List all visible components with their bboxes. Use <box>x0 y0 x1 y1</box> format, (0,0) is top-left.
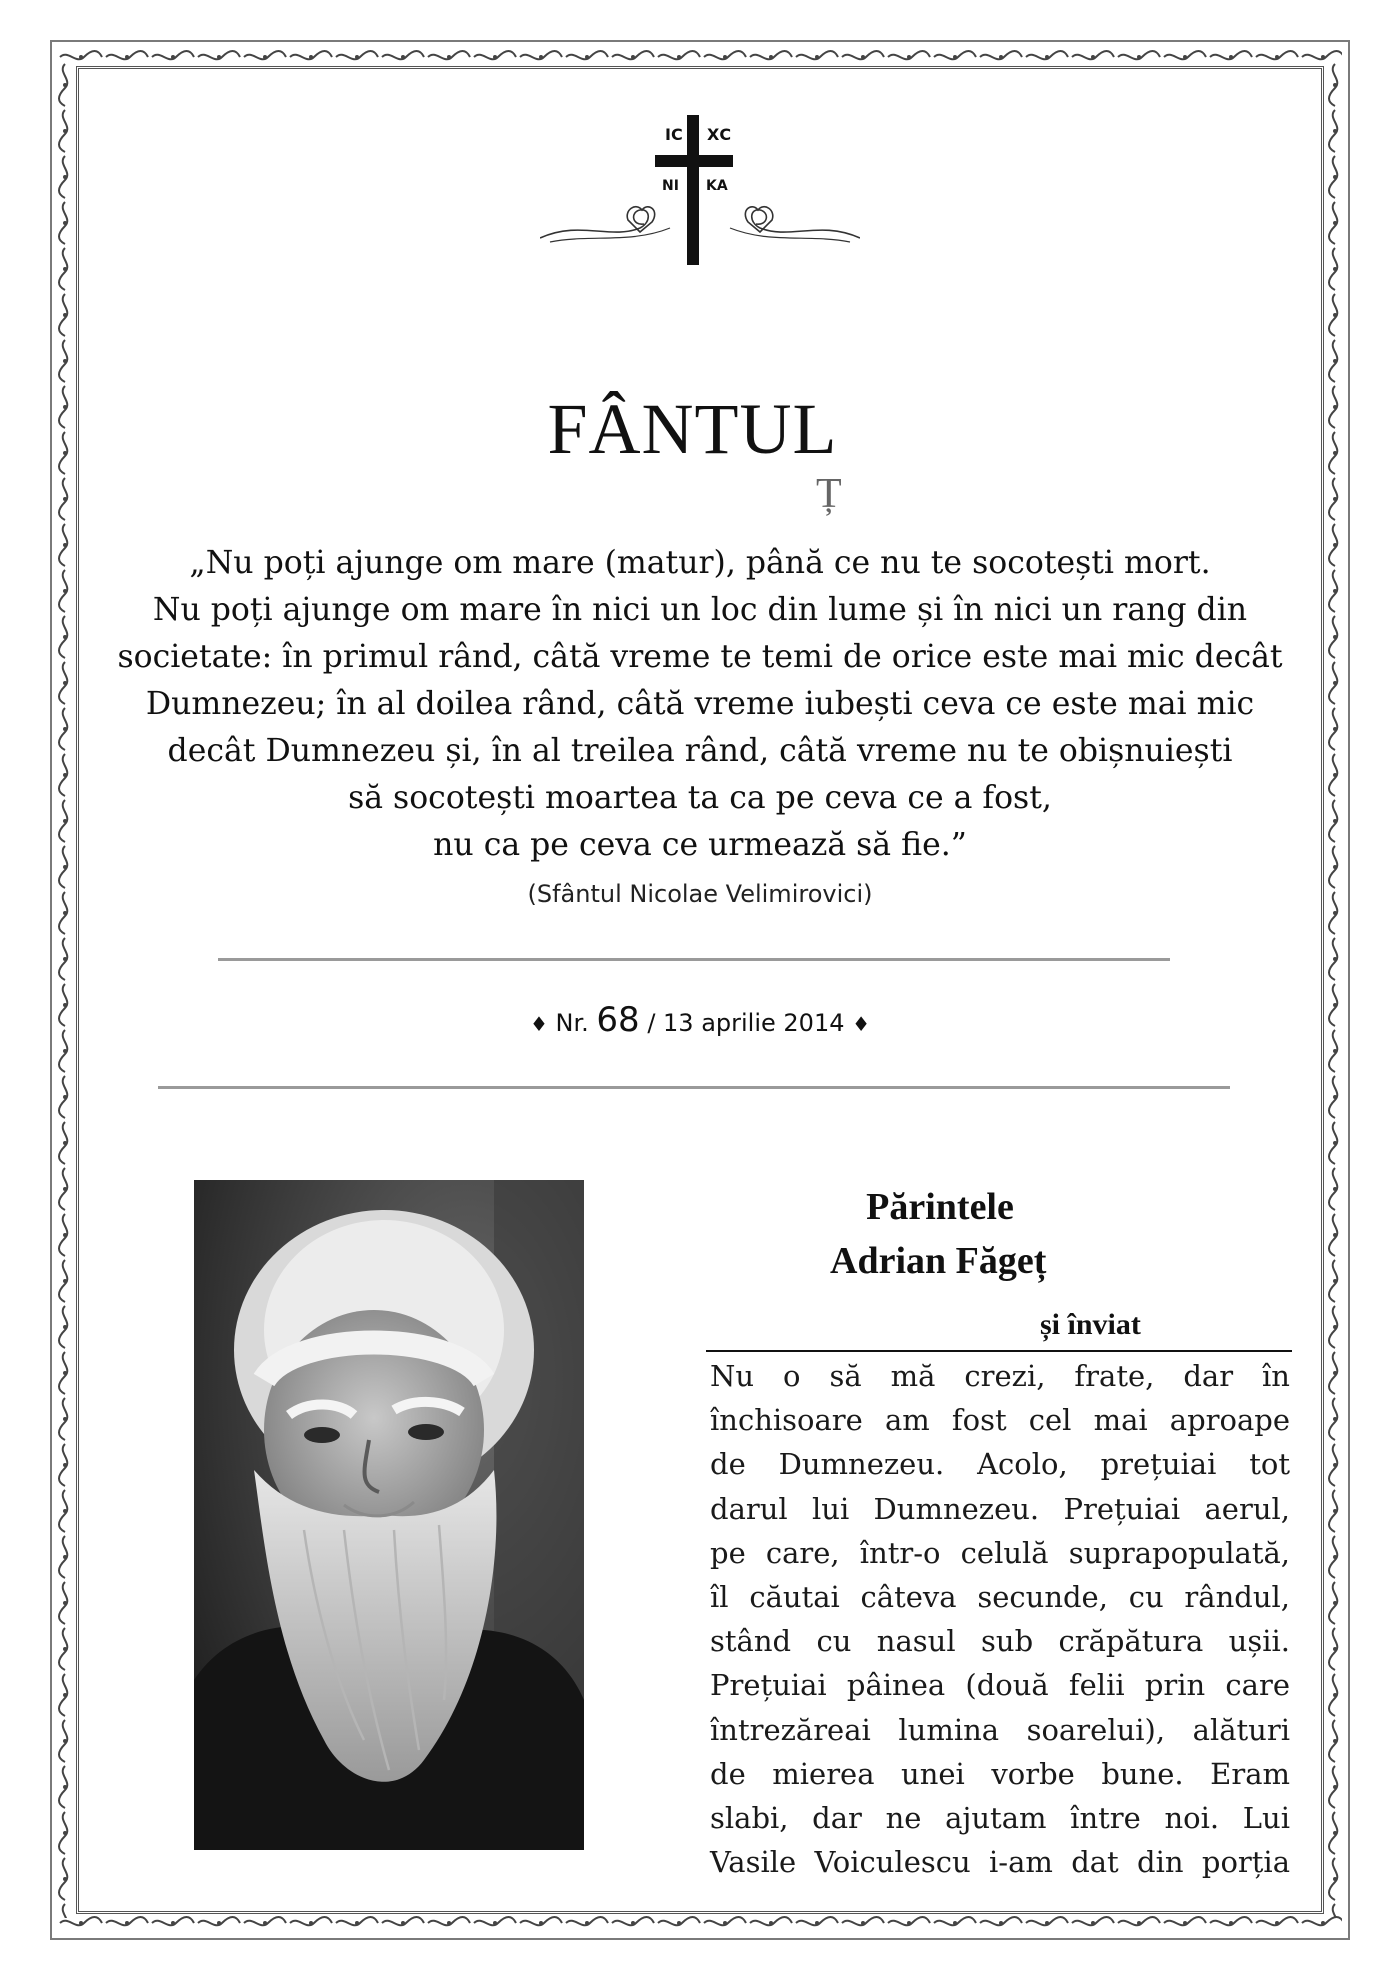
ornament-band-bottom <box>58 1914 1342 1932</box>
quote-line: decât Dumnezeu și, în al treilea rând, câtă vreme nu te obișnuiești <box>167 733 1233 769</box>
quote-line: Nu poți ajunge om mare în nici un loc din lume și în nici un rang din <box>152 592 1248 628</box>
body-line: de Dumnezeu. Acolo, prețuiai tot <box>710 1447 1290 1482</box>
body-line: stând cu nasul sub crăpătura ușii. <box>710 1624 1290 1659</box>
divider-top <box>218 958 1170 961</box>
page-title-text: FÂNTUL <box>547 389 838 469</box>
body-line: Nu o să mă crezi, frate, dar în <box>710 1359 1290 1393</box>
divider-bottom <box>158 1086 1230 1089</box>
diamond-left: ♦ <box>529 1012 548 1036</box>
epigraph-quote <box>110 540 1290 869</box>
ornament-band-left <box>56 62 74 1918</box>
quote-line: nu ca pe ceva ce urmează să fie.” <box>433 827 967 863</box>
page-title <box>0 388 1400 471</box>
quote-line: Dumnezeu; în al doilea rând, câtă vreme iubești ceva ce este mai mic <box>145 686 1255 722</box>
emblem-ic: IC <box>665 125 683 144</box>
issue-number: 68 <box>596 1000 640 1040</box>
body-line: Prețuiai pâinea (două felii prin care <box>710 1668 1290 1703</box>
body-line: slabi, dar ne ajutam între noi. Lui <box>710 1801 1290 1836</box>
article-body <box>710 1354 1290 1884</box>
article-title-line1: Părintele <box>866 1186 1014 1228</box>
orthodox-cross-icon <box>540 110 860 270</box>
quote-line: să socotești moartea ta ca pe ceva ce a fost, <box>348 780 1052 816</box>
body-line: îl căutai câteva secunde, cu rândul, <box>710 1580 1290 1615</box>
emblem-xc: ΧC <box>707 125 732 144</box>
body-line: Vasile Voiculescu i-am dat din porția <box>710 1845 1290 1880</box>
portrait-photo <box>194 1180 584 1850</box>
body-line: de mierea unei vorbe bune. Eram <box>710 1756 1290 1791</box>
body-line: întrezăreai lumina soarelui), alături <box>710 1712 1290 1747</box>
body-line: darul lui Dumnezeu. Prețuiai aerul, <box>710 1491 1290 1526</box>
quote-line: societate: în primul rând, câtă vreme te temi de orice este mai mic decât <box>117 639 1283 675</box>
emblem-ni: NI <box>662 178 679 194</box>
ornament-band-top <box>58 48 1342 66</box>
article-title-underline <box>706 1350 1292 1352</box>
quote-attribution: (Sfântul Nicolae Velimirovici) <box>527 880 873 908</box>
diamond-right: ♦ <box>852 1012 871 1036</box>
article-title <box>690 1180 1160 1288</box>
article-subtitle: și înviat <box>1040 1308 1141 1341</box>
body-line: închisoare am fost cel mai aproape <box>710 1403 1290 1438</box>
article-title-line2: Adrian Făgeț <box>830 1240 1047 1282</box>
emblem-ka: KA <box>706 178 728 194</box>
issue-date: / 13 aprilie 2014 <box>647 1009 845 1037</box>
body-line: pe care, într-o celulă suprapopulată, <box>710 1535 1290 1570</box>
quote-line: „Nu poți ajunge om mare (matur), până ce nu te socotești mort. <box>189 545 1211 581</box>
title-mark: Ț <box>816 471 842 517</box>
ornament-band-right <box>1326 62 1344 1918</box>
issue-prefix: Nr. <box>555 1009 589 1037</box>
issue-info <box>0 1000 1400 1040</box>
